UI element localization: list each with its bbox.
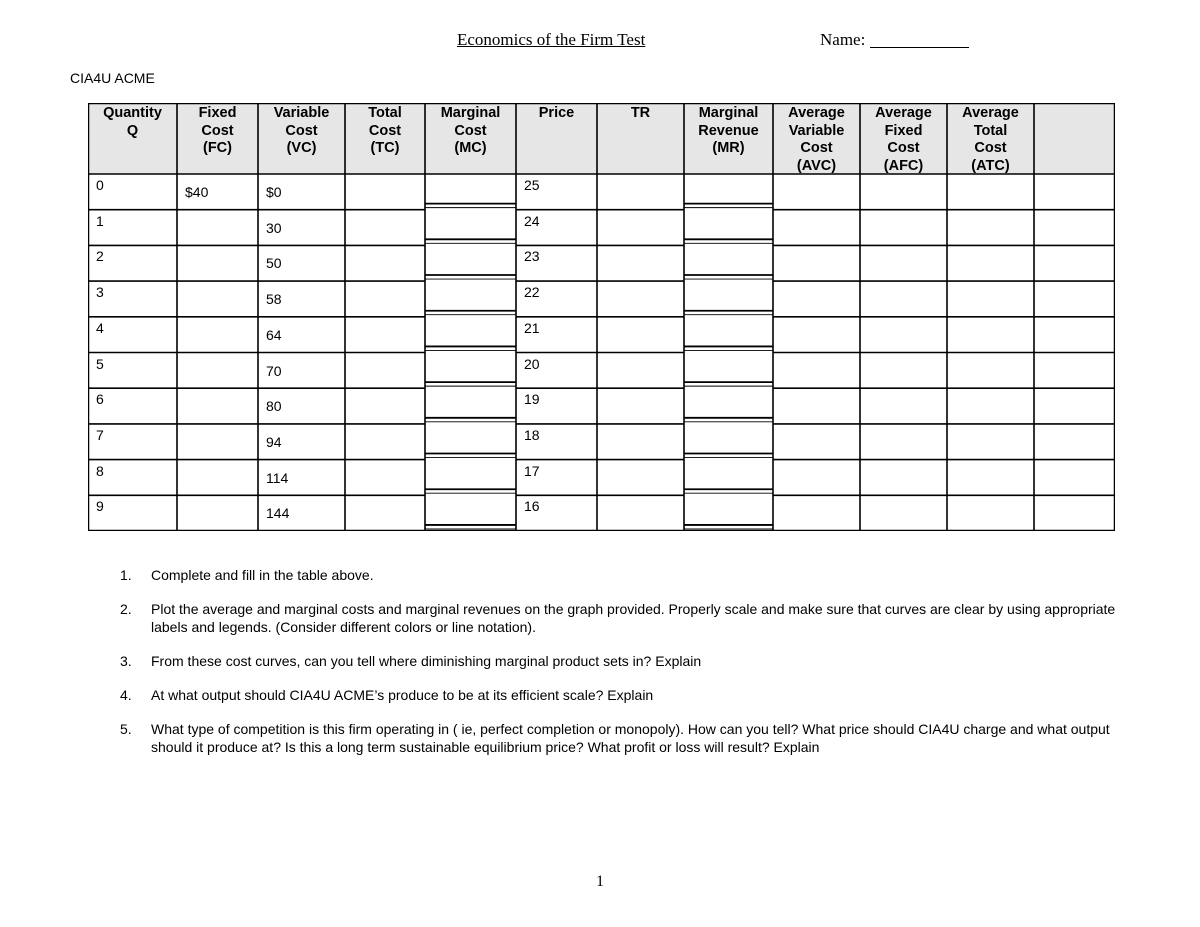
cell-price: 24: [524, 212, 540, 229]
cell-q: 6: [96, 391, 104, 408]
cell-vc: 144: [266, 505, 290, 522]
question-number: 5.: [120, 721, 132, 737]
column-header: Average Fixed Cost (AFC): [875, 105, 932, 174]
question-text: Plot the average and marginal costs and marginal revenues on the graph provided. Properly scale and make sure that curves are clear by using appropriate labels and legends. (Consider different colors or line notation).: [151, 601, 1116, 635]
question-number: 1.: [120, 567, 132, 583]
cell-price: 25: [524, 177, 540, 193]
cell-price: 20: [524, 355, 540, 372]
cell-q: 4: [96, 319, 104, 336]
cell-price: 19: [524, 391, 540, 408]
cell-q: 8: [96, 462, 104, 479]
question-text: Complete and fill in the table above.: [151, 567, 374, 583]
cell-price: 23: [524, 248, 540, 265]
cell-vc: 70: [266, 362, 282, 379]
column-header: Marginal Cost (MC): [440, 105, 501, 156]
cell-price: 16: [524, 498, 540, 515]
cell-vc: 64: [266, 326, 282, 343]
cell-q: 3: [96, 284, 104, 301]
question-item: [120, 566, 1130, 584]
column-header: Fixed Cost (FC): [198, 105, 237, 156]
cell-vc: 80: [266, 398, 282, 415]
cell-q: 0: [96, 177, 104, 193]
cell-price: 18: [524, 426, 540, 443]
column-header: Average Total Cost (ATC): [962, 105, 1019, 174]
company-label: CIA4U ACME: [70, 70, 155, 86]
question-text: What type of competition is this firm operating in ( ie, perfect completion or monopoly). How can you tell? What price should CIA4U charge and what output should it produce at? Is this a long term sustainable equilibrium price? What profit or loss will result? Explain: [151, 721, 1110, 755]
cell-vc: 114: [266, 469, 289, 486]
name-blank-line[interactable]: [870, 47, 969, 48]
column-header: Marginal Revenue (MR): [698, 105, 759, 156]
column-header: Variable Cost (VC): [273, 105, 330, 156]
question-item: [120, 600, 1130, 636]
column-header: Average Variable Cost (AVC): [788, 105, 845, 174]
cell-q: 7: [96, 426, 104, 443]
cell-vc: 50: [266, 255, 282, 272]
name-label: Name:: [820, 30, 866, 49]
cell-q: 1: [96, 212, 104, 229]
cell-vc: 30: [266, 219, 282, 236]
document-title: Economics of the Firm Test: [457, 30, 646, 49]
cell-vc: $0: [266, 184, 282, 200]
cell-q: 2: [96, 248, 104, 265]
question-list: [120, 566, 1130, 772]
question-item: [120, 652, 1130, 670]
question-text: From these cost curves, can you tell where diminishing marginal product sets in? Explain: [151, 653, 702, 669]
cell-vc: 58: [266, 291, 282, 308]
cell-q: 9: [96, 498, 104, 515]
question-number: 4.: [120, 687, 132, 703]
cell-price: 22: [524, 284, 540, 301]
page-number: 1: [596, 873, 604, 890]
cell-q: 5: [96, 355, 104, 372]
column-header: TR: [630, 105, 651, 121]
question-number: 3.: [120, 653, 132, 669]
column-header: Total Cost (TC): [368, 105, 402, 156]
question-text: At what output should CIA4U ACME’s produce to be at its efficient scale? Explain: [151, 687, 654, 703]
cell-price: 17: [524, 462, 540, 479]
cell-price: 21: [524, 319, 540, 336]
question-item: [120, 686, 1130, 704]
cell-vc: 94: [266, 433, 282, 450]
question-number: 2.: [120, 601, 132, 617]
cell-fc: $40: [185, 184, 209, 200]
cost-revenue-table: [88, 103, 1115, 531]
column-header: Price: [538, 105, 575, 121]
column-header: Quantity Q: [103, 105, 162, 139]
question-item: [120, 720, 1130, 756]
